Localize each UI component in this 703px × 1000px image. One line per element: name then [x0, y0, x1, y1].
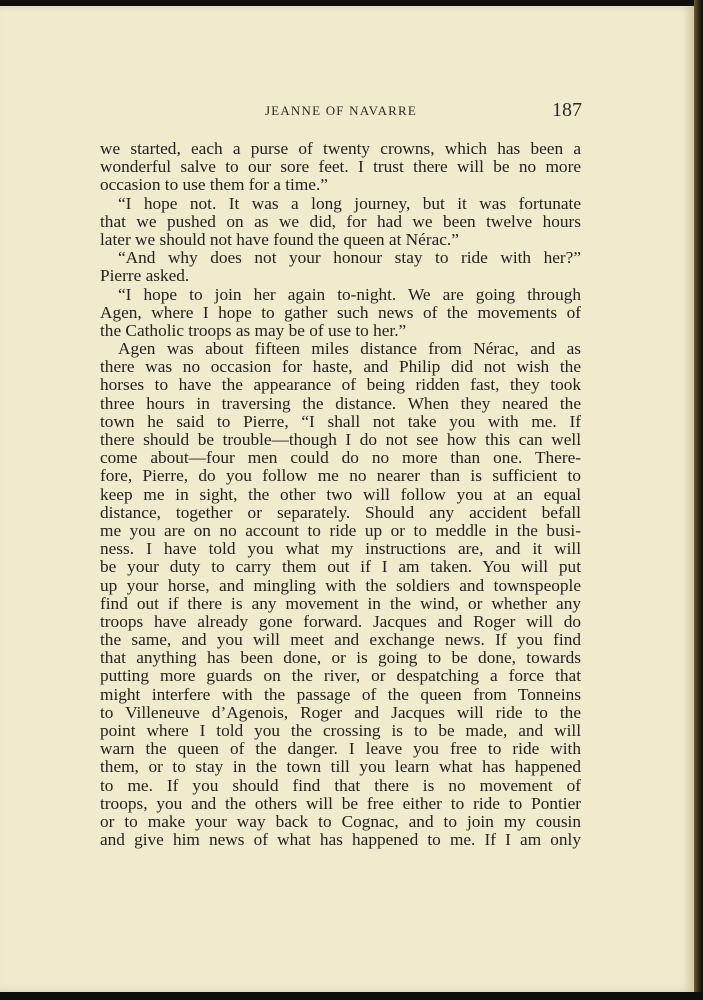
text-line: Pierre asked.: [100, 266, 190, 286]
running-head: [100, 99, 582, 123]
text-line: we started, each a purse of twenty crowns, which has been a: [100, 139, 581, 158]
text-line: and give him news of what has happened to me. If I am only: [100, 830, 581, 850]
text-line: that anything has been done, or is going to be done, towards: [100, 648, 581, 668]
text-line: that we pushed on as we did, for had we been twelve hours: [100, 211, 581, 231]
page-number: 187: [552, 99, 582, 121]
text-line: there was no occasion for haste, and Philip did not wish the: [100, 357, 581, 377]
text-line: them, or to stay in the town till you learn what has happened: [100, 757, 581, 777]
text-line: me you are on no account to ride up or to meddle in the busi-: [100, 520, 581, 540]
text-line: three hours in traversing the distance. When they neared the: [100, 393, 581, 413]
text-line: to Villeneuve d’Agenois, Roger and Jacques will ride to the: [100, 702, 581, 722]
text-line: be your duty to carry them out if I am taken. You will put: [100, 557, 581, 577]
text-line: “I hope to join her again to-night. We are going through: [118, 284, 581, 304]
bottom-edge: [0, 992, 703, 1000]
text-line: Agen was about fifteen miles distance from Nérac, and as: [118, 339, 581, 359]
text-line: keep me in sight, the other two will follow you at an equal: [100, 484, 581, 504]
text-line: occasion to use them for a time.”: [100, 175, 328, 195]
text-line: troops, you and the others will be free either to ride to Pontier: [100, 793, 581, 813]
text-line: there should be trouble—though I do not see how this can well: [100, 430, 581, 449]
text-line: the same, and you will meet and exchange news. If you find: [100, 630, 581, 650]
text-line: to me. If you should find that there is no movement of: [100, 775, 581, 795]
text-line: “And why does not your honour stay to ride with her?”: [118, 248, 581, 268]
text-line: point where I told you the crossing is to be made, and will: [100, 721, 581, 740]
text-line: putting more guards on the river, or despatching a force that: [100, 666, 581, 686]
text-line: wonderful salve to our sore feet. I trust there will be no more: [100, 157, 581, 177]
text-line: Agen, where I hope to gather such news of the movements of: [100, 302, 581, 322]
text-line: come about—four men could do no more than one. There-: [100, 448, 581, 468]
page-edge: [694, 0, 703, 1000]
text-line: the Catholic troops as may be of use to her.”: [100, 320, 407, 340]
book-page: [0, 6, 694, 992]
text-line: later we should not have found the queen at Nérac.”: [100, 229, 459, 249]
text-line: find out if there is any movement in the wind, or whether any: [100, 593, 581, 613]
text-line: might interfere with the passage of the queen from Tonneins: [100, 684, 581, 704]
text-line: town he said to Pierre, “I shall not take you with me. If: [100, 411, 581, 431]
text-line: up your horse, and mingling with the soldiers and townspeople: [100, 575, 581, 595]
body-text: [100, 140, 581, 849]
text-line: warn the queen of the danger. I leave you free to ride with: [100, 739, 581, 759]
text-line: horses to have the appearance of being ridden fast, they took: [100, 375, 581, 395]
text-line: ness. I have told you what my instructions are, and it will: [100, 539, 581, 559]
text-line: distance, together or separately. Should any accident befall: [100, 502, 581, 522]
text-line: troops have already gone forward. Jacques and Roger will do: [100, 611, 581, 631]
running-title: JEANNE OF NAVARRE: [264, 103, 418, 118]
text-line: fore, Pierre, do you follow me no nearer than is sufficient to: [100, 466, 581, 486]
text-line: “I hope not. It was a long journey, but it was fortunate: [118, 193, 581, 213]
text-line: or to make your way back to Cognac, and to join my cousin: [100, 811, 581, 831]
